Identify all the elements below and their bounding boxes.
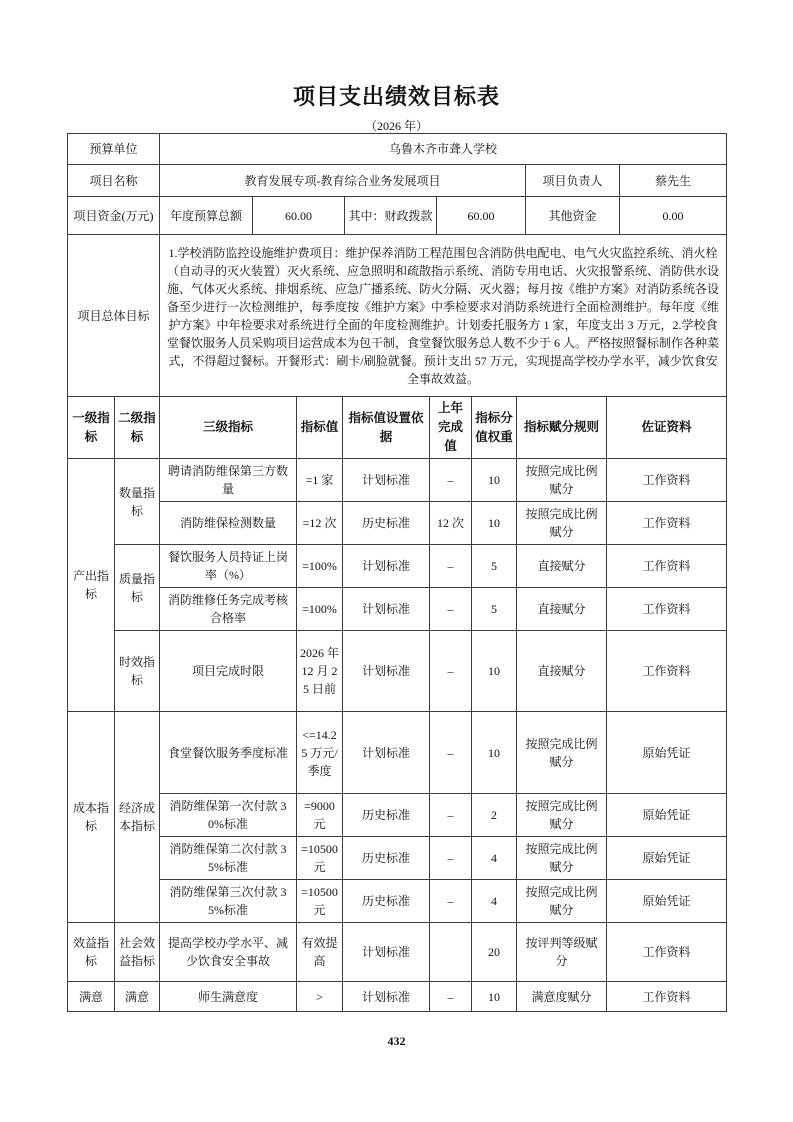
indicator-value: =9000 元: [297, 794, 343, 837]
header-value: 指标值: [297, 397, 343, 459]
level2-quantity: 数量指标: [115, 459, 160, 545]
fiscal-allocation-label: 其中：财政拨款: [345, 197, 437, 235]
indicator-basis: 计划标准: [343, 923, 430, 982]
indicator-name: 消防维保第二次付款 35%标准: [160, 837, 297, 880]
indicator-table: [67, 396, 727, 1012]
indicator-rule: 直接赋分: [517, 631, 607, 712]
indicator-name: 提高学校办学水平、减少饮食安全事故: [160, 923, 297, 982]
header-evidence: 佐证资料: [607, 397, 727, 459]
header-basis: 指标值设置依据: [343, 397, 430, 459]
indicator-evidence: 工作资料: [607, 502, 727, 545]
indicator-basis: 历史标准: [343, 502, 430, 545]
indicator-prev: –: [430, 712, 472, 794]
indicator-rule: 按照完成比例赋分: [517, 459, 607, 502]
indicator-rule: 按照完成比例赋分: [517, 712, 607, 794]
indicator-weight: 10: [472, 982, 517, 1012]
indicator-name: 餐饮服务人员持证上岗率（%）: [160, 545, 297, 588]
indicator-evidence: 原始凭证: [607, 712, 727, 794]
indicator-name: 聘请消防维保第三方数量: [160, 459, 297, 502]
indicator-name: 食堂餐饮服务季度标准: [160, 712, 297, 794]
header-level1: 一级指标: [68, 397, 115, 459]
indicator-basis: 计划标准: [343, 588, 430, 631]
indicator-evidence: 工作资料: [607, 923, 727, 982]
indicator-basis: 计划标准: [343, 459, 430, 502]
indicator-rule: 直接赋分: [517, 588, 607, 631]
header-level2: 二级指标: [115, 397, 160, 459]
indicator-evidence: 工作资料: [607, 982, 727, 1012]
indicator-header-row: [68, 397, 727, 459]
indicator-prev: [430, 923, 472, 982]
indicator-weight: 4: [472, 880, 517, 923]
indicator-weight: 4: [472, 837, 517, 880]
indicator-rule: 按照完成比例赋分: [517, 794, 607, 837]
indicator-name: 师生满意度: [160, 982, 297, 1012]
indicator-evidence: 工作资料: [607, 631, 727, 712]
indicator-weight: 20: [472, 923, 517, 982]
indicator-basis: 历史标准: [343, 880, 430, 923]
header-rule: 指标赋分规则: [517, 397, 607, 459]
project-funds-label: 项目资金(万元): [68, 197, 160, 235]
indicator-weight: 10: [472, 459, 517, 502]
budget-unit-value: 乌鲁木齐市聋人学校: [160, 134, 727, 165]
header-weight: 指标分值权重: [472, 397, 517, 459]
indicator-value: =10500 元: [297, 837, 343, 880]
level2-social-benefit: 社会效益指标: [115, 923, 160, 982]
annual-budget-value: 60.00: [253, 197, 345, 235]
indicator-rule: 按照完成比例赋分: [517, 502, 607, 545]
table-row: [68, 631, 727, 712]
indicator-prev: 12 次: [430, 502, 472, 545]
level2-timeliness: 时效指标: [115, 631, 160, 712]
indicator-value: =1 家: [297, 459, 343, 502]
level2-economic-cost: 经济成本指标: [115, 712, 160, 923]
level1-benefit: 效益指标: [68, 923, 115, 982]
indicator-value: 2026 年 12 月 25 日前: [297, 631, 343, 712]
level2-satisfaction: 满意: [115, 982, 160, 1012]
indicator-prev: –: [430, 880, 472, 923]
page-number: 432: [387, 1034, 406, 1048]
indicator-evidence: 原始凭证: [607, 794, 727, 837]
indicator-value: =100%: [297, 545, 343, 588]
indicator-weight: 5: [472, 588, 517, 631]
overall-goal-label: 项目总体目标: [68, 235, 160, 397]
page-title: 项目支出绩效目标表: [292, 84, 500, 109]
indicator-prev: –: [430, 588, 472, 631]
other-funds-value: 0.00: [620, 197, 727, 235]
project-leader-label: 项目负责人: [526, 165, 620, 197]
level1-satisfaction: 满意: [68, 982, 115, 1012]
project-name-value: 教育发展专项-教育综合业务发展项目: [160, 165, 526, 197]
indicator-weight: 10: [472, 502, 517, 545]
indicator-prev: –: [430, 545, 472, 588]
table-row: [68, 837, 727, 880]
indicator-rule: 按照完成比例赋分: [517, 880, 607, 923]
indicator-name: 消防维修任务完成考核合格率: [160, 588, 297, 631]
level1-cost: 成本指标: [68, 712, 115, 923]
indicator-name: 项目完成时限: [160, 631, 297, 712]
table-row: [68, 923, 727, 982]
header-prev-year: 上年完成值: [430, 397, 472, 459]
indicator-evidence: 原始凭证: [607, 880, 727, 923]
indicator-rule: 按评判等级赋分: [517, 923, 607, 982]
indicator-weight: 2: [472, 794, 517, 837]
table-row: [68, 459, 727, 502]
indicator-basis: 历史标准: [343, 794, 430, 837]
indicator-value: =100%: [297, 588, 343, 631]
table-row: [68, 502, 727, 545]
indicator-name: 消防维保检测数量: [160, 502, 297, 545]
overall-goal-text: 1.学校消防监控设施维护费项目：维护保养消防工程范围包含消防供电配电、电气火灾监控系统、消火栓（自动寻的灭火装置）灭火系统、应急照明和疏散指示系统、消防专用电话、火灾报警系统、消防供水设施、气体灭火系统、排烟系统、应急广播系统、防火分隔、灭火器；每月按《维护方案》对消防系统各设备至少进行一次检测维护，每季度按《维护方案》中季检要求对消防系统进行全面检测维护。每年度《维护方案》中年检要求对系统进行全面的年度检测维护。计划委托服务方 1 家，年度支出 3 万元，2.学校食堂餐饮服务人员采购项目运营成本为包干制，食堂餐饮服务总人数不少于 6 人。严格按照餐标制作各种菜式，不得超过餐标。开餐形式：刷卡/刷脸就餐。预计支出 57 万元，实现提高学校办学水平，减少饮食安全事故效益。: [160, 235, 727, 397]
indicator-prev: –: [430, 631, 472, 712]
indicator-evidence: 原始凭证: [607, 837, 727, 880]
indicator-basis: 计划标准: [343, 982, 430, 1012]
page-subtitle: （2026 年）: [364, 119, 428, 133]
indicator-rule: 按照完成比例赋分: [517, 837, 607, 880]
indicator-value: =10500 元: [297, 880, 343, 923]
table-row: [68, 880, 727, 923]
indicator-weight: 10: [472, 631, 517, 712]
indicator-prev: –: [430, 837, 472, 880]
indicator-prev: –: [430, 459, 472, 502]
indicator-value: <=14.25 万元/季度: [297, 712, 343, 794]
fiscal-allocation-value: 60.00: [437, 197, 526, 235]
indicator-weight: 10: [472, 712, 517, 794]
budget-unit-label: 预算单位: [68, 134, 160, 165]
indicator-basis: 计划标准: [343, 631, 430, 712]
indicator-evidence: 工作资料: [607, 588, 727, 631]
table-row: [68, 794, 727, 837]
table-row: [68, 712, 727, 794]
header-level3: 三级指标: [160, 397, 297, 459]
table-row: [68, 588, 727, 631]
indicator-prev: –: [430, 794, 472, 837]
indicator-basis: 计划标准: [343, 712, 430, 794]
indicator-value: 有效提高: [297, 923, 343, 982]
indicator-name: 消防维保第三次付款 35%标准: [160, 880, 297, 923]
project-leader-value: 蔡先生: [620, 165, 727, 197]
indicator-evidence: 工作资料: [607, 545, 727, 588]
project-name-label: 项目名称: [68, 165, 160, 197]
indicator-prev: –: [430, 982, 472, 1012]
indicator-rule: 直接赋分: [517, 545, 607, 588]
indicator-value: =12 次: [297, 502, 343, 545]
annual-budget-label: 年度预算总额: [160, 197, 253, 235]
table-row: [68, 545, 727, 588]
indicator-basis: 历史标准: [343, 837, 430, 880]
table-row: [68, 982, 727, 1012]
indicator-evidence: 工作资料: [607, 459, 727, 502]
indicator-basis: 计划标准: [343, 545, 430, 588]
project-info-table: [67, 133, 727, 397]
level1-output: 产出指标: [68, 459, 115, 712]
level2-quality: 质量指标: [115, 545, 160, 631]
indicator-value: >: [297, 982, 343, 1012]
other-funds-label: 其他资金: [526, 197, 620, 235]
indicator-name: 消防维保第一次付款 30%标准: [160, 794, 297, 837]
indicator-rule: 满意度赋分: [517, 982, 607, 1012]
indicator-weight: 5: [472, 545, 517, 588]
